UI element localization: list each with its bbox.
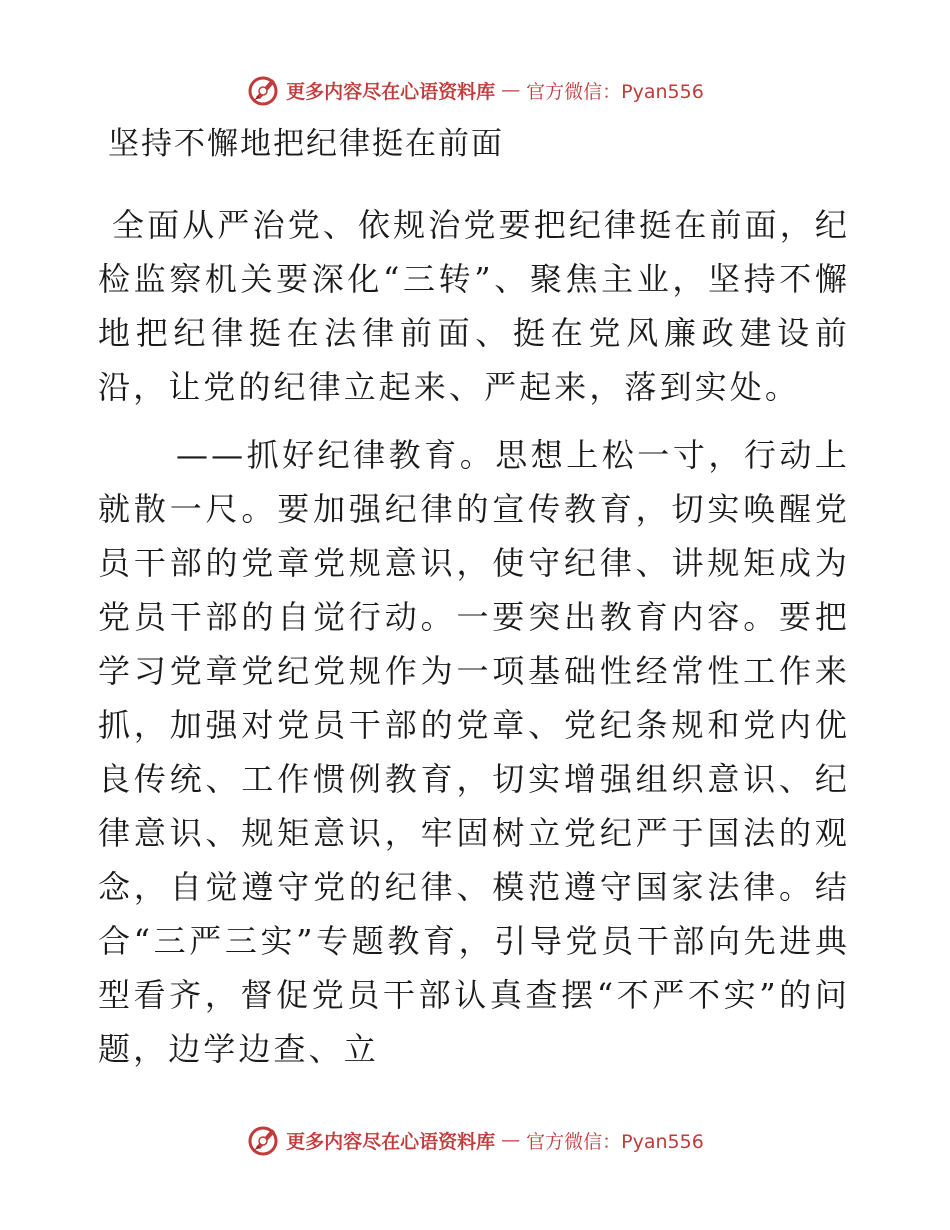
header-banner-text: 更多内容尽在心语资料库: [286, 80, 496, 103]
quill-logo-icon: [246, 73, 280, 107]
header-banner: [0, 70, 950, 110]
document-title: 坚持不懈地把纪律挺在前面: [108, 126, 504, 162]
footer-banner-text: 更多内容尽在心语资料库: [286, 1130, 496, 1153]
paragraph-intro: 全面从严治党、依规治党要把纪律挺在前面，纪检监察机关要深化“三转”、聚焦主业，坚持不懈地把纪律挺在法律前面、挺在党风廉政建设前沿，让党的纪律立起来、严起来，落到实处。: [98, 206, 850, 406]
footer-banner-wechat: 官方微信：Pyan556: [526, 1130, 704, 1153]
header-banner-separator: —: [501, 79, 521, 101]
quill-logo-icon: [246, 1123, 280, 1157]
document-body: [98, 198, 850, 1076]
footer-banner-separator: —: [501, 1129, 521, 1151]
footer-banner: [0, 1120, 950, 1160]
paragraph-discipline-education: ——抓好纪律教育。思想上松一寸，行动上就散一尺。要加强纪律的宣传教育，切实唤醒党员干部的党章党规意识，使守纪律、讲规矩成为党员干部的自觉行动。一要突出教育内容。要把学习党章党纪党规作为一项基础性经常性工作来抓，加强对党员干部的党章、党纪条规和党内优良传统、工作惯例教育，切实增强组织意识、纪律意识、规矩意识，牢固树立党纪严于国法的观念，自觉遵守党的纪律、模范遵守国家法律。结合“三严三实”专题教育，引导党员干部向先进典型看齐，督促党员干部认真查摆“不严不实”的问题，边学边查、立: [98, 436, 850, 1068]
header-banner-wechat: 官方微信：Pyan556: [526, 80, 704, 103]
